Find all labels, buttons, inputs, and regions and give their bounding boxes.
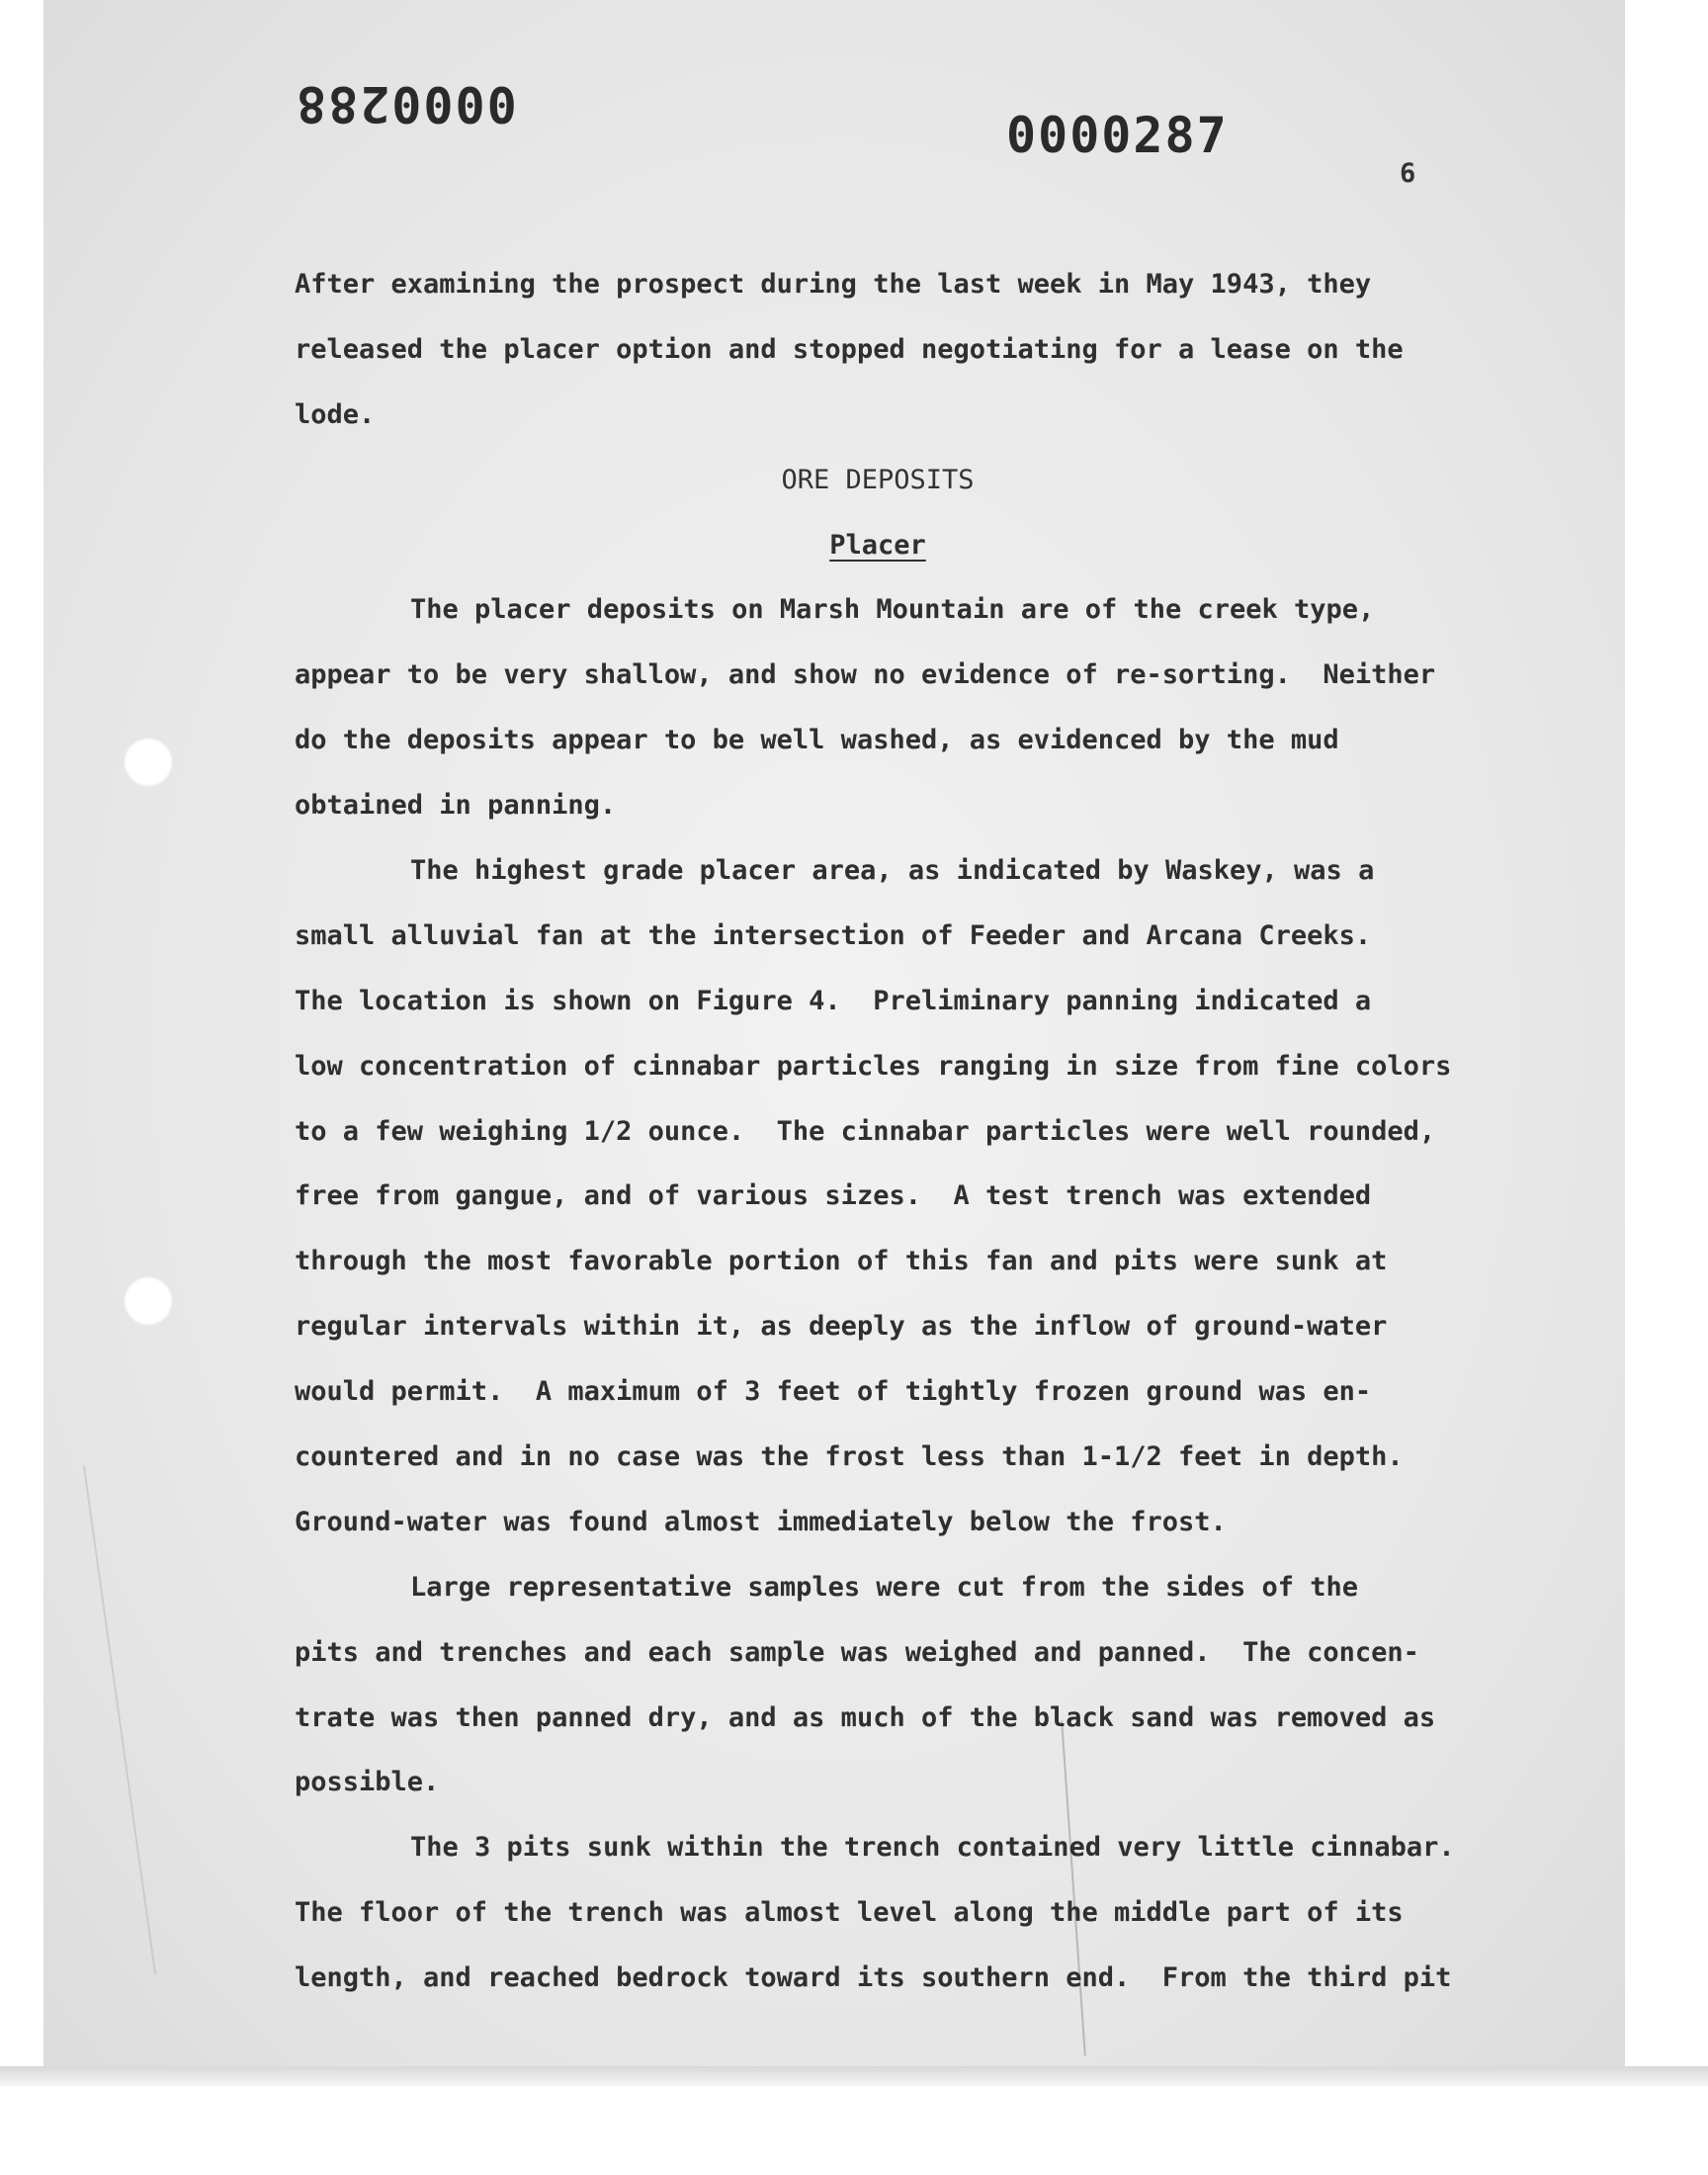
text-line: free from gangue, and of various sizes. A test trench was extended bbox=[295, 1180, 1372, 1212]
text-line: obtained in panning. bbox=[295, 790, 617, 822]
document-body bbox=[295, 252, 1540, 2011]
text-line: trate was then panned dry, and as much of the black sand was removed as bbox=[295, 1701, 1436, 1733]
text-line: lode. bbox=[295, 398, 376, 430]
binder-hole-top bbox=[124, 738, 173, 787]
page-bottom-edge bbox=[0, 2066, 1708, 2086]
text-line: The floor of the trench was almost level along the middle part of its bbox=[295, 1897, 1404, 1929]
text-line: length, and reached bedrock toward its southern end. From the third pit bbox=[295, 1962, 1452, 1994]
text-line: regular intervals within it, as deeply as the inflow of ground-water bbox=[295, 1311, 1388, 1343]
subsection-heading bbox=[295, 513, 1540, 578]
text-line: After examining the prospect during the last week in May 1943, they bbox=[295, 269, 1372, 300]
page-number: 6 bbox=[1400, 158, 1416, 189]
text-line: small alluvial fan at the intersection of Feeder and Arcana Creeks. bbox=[295, 919, 1372, 951]
text-line: The 3 pits sunk within the trench contained very little cinnabar. bbox=[410, 1832, 1455, 1864]
document-stamp-number: 0000287 bbox=[1006, 107, 1229, 164]
document-stamp-number-upside-down: 0000288 bbox=[295, 75, 517, 132]
text-line: countered and in no case was the frost less than 1-1/2 feet in depth. bbox=[295, 1441, 1404, 1473]
text-line: possible. bbox=[295, 1767, 440, 1798]
text-line: Ground-water was found almost immediately below the frost. bbox=[295, 1506, 1227, 1537]
text-line: The highest grade placer area, as indicated by Waskey, was a bbox=[410, 855, 1375, 887]
text-line: low concentration of cinnabar particles ranging in size from fine colors bbox=[295, 1050, 1452, 1082]
text-line: do the deposits appear to be well washed, as evidenced by the mud bbox=[295, 725, 1339, 756]
text-line: appear to be very shallow, and show no evidence of re-sorting. Neither bbox=[295, 659, 1436, 691]
text-line: to a few weighing 1/2 ounce. The cinnabar particles were well rounded, bbox=[295, 1115, 1436, 1147]
text-line: would permit. A maximum of 3 feet of tightly frozen ground was en- bbox=[295, 1376, 1372, 1408]
text-line: The placer deposits on Marsh Mountain are of the creek type, bbox=[410, 594, 1375, 626]
text-line: through the most favorable portion of this fan and pits were sunk at bbox=[295, 1246, 1388, 1277]
subsection-heading-text: Placer bbox=[829, 529, 926, 561]
text-line: released the placer option and stopped negotiating for a lease on the bbox=[295, 333, 1404, 365]
text-line: The location is shown on Figure 4. Preliminary panning indicated a bbox=[295, 985, 1372, 1016]
binder-hole-bottom bbox=[124, 1276, 173, 1326]
text-line: Large representative samples were cut from the sides of the bbox=[410, 1571, 1359, 1603]
text-line: pits and trenches and each sample was weighed and panned. The concen- bbox=[295, 1636, 1419, 1668]
section-heading: ORE DEPOSITS bbox=[781, 464, 975, 495]
